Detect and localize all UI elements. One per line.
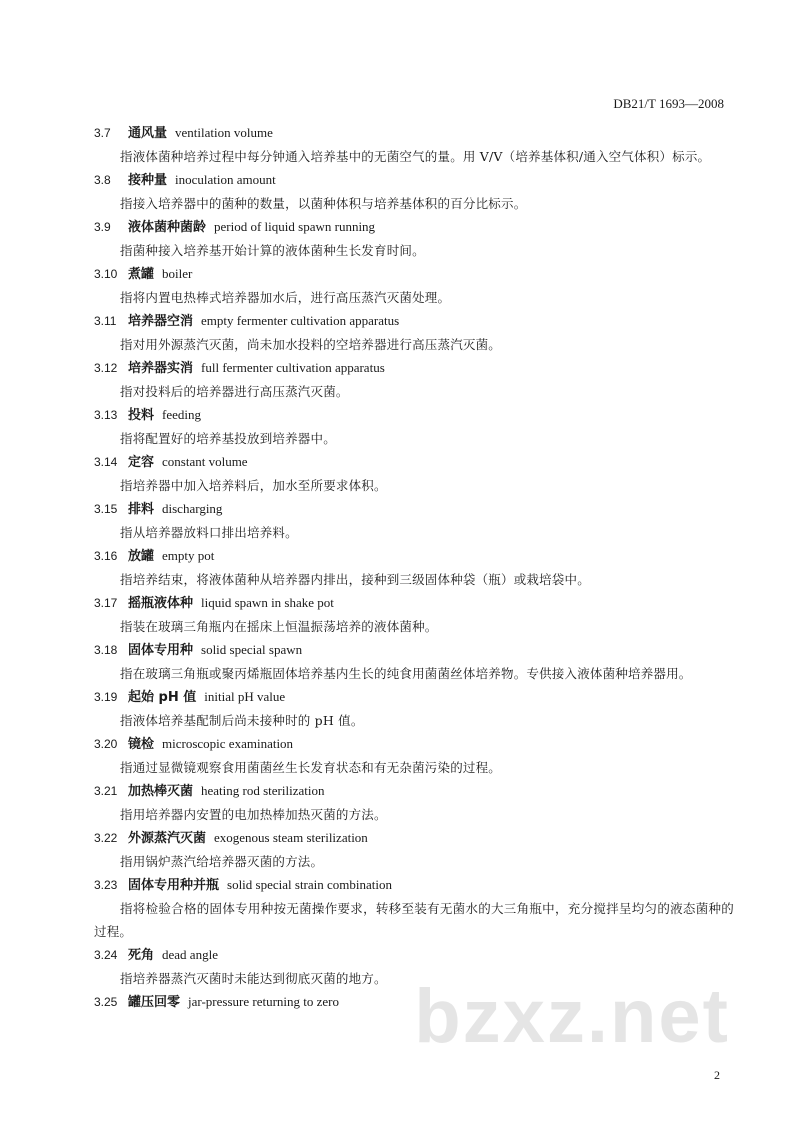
term-english: period of liquid spawn running [214, 219, 376, 234]
watermark: bzxz.net [414, 974, 730, 1059]
term-chinese: 定容 [128, 455, 155, 470]
term-heading [94, 544, 734, 568]
term-definition: 指装在玻璃三角瓶内在摇床上恒温振荡培养的液体菌种。 [120, 619, 438, 634]
term-english: discharging [162, 501, 223, 516]
term-definition: 指将配置好的培养基投放到培养器中。 [120, 431, 336, 446]
term-chinese: 摇瓶液体种 [128, 596, 194, 611]
term-chinese: 外源蒸汽灭菌 [128, 831, 207, 846]
term-definition: 指将内置电热棒式培养器加水后，进行高压蒸汽灭菌处理。 [120, 290, 451, 305]
term-english: ventilation volume [175, 125, 273, 140]
term-chinese: 固体专用种 [128, 643, 194, 658]
term-english: empty pot [162, 548, 215, 563]
term-heading [94, 638, 734, 662]
term-number: 3.16 [94, 549, 118, 563]
term-heading [94, 356, 734, 380]
term-entry [94, 685, 734, 732]
term-entry [94, 873, 734, 943]
term-heading [94, 685, 734, 709]
term-number: 3.19 [94, 690, 118, 704]
term-number: 3.8 [94, 173, 111, 187]
term-number: 3.10 [94, 267, 118, 281]
term-chinese: 固体专用种并瓶 [128, 878, 220, 893]
term-number: 3.24 [94, 948, 118, 962]
term-number: 3.25 [94, 995, 118, 1009]
term-chinese: 排料 [128, 502, 155, 517]
term-chinese: 接种量 [128, 173, 168, 188]
term-chinese: 加热棒灭菌 [128, 784, 194, 799]
term-heading [94, 168, 734, 192]
term-entry [94, 309, 734, 356]
term-definition: 指培养器中加入培养料后，加水至所要求体积。 [120, 478, 387, 493]
term-entry [94, 215, 734, 262]
term-entry [94, 779, 734, 826]
term-chinese: 煮罐 [128, 267, 155, 282]
term-heading [94, 732, 734, 756]
term-heading [94, 779, 734, 803]
term-number: 3.7 [94, 126, 111, 140]
term-english: heating rod sterilization [201, 783, 325, 798]
term-heading [94, 309, 734, 333]
term-definition: 指接入培养器中的菌种的数量，以菌种体积与培养基体积的百分比标示。 [120, 196, 527, 211]
term-entry [94, 262, 734, 309]
term-number: 3.17 [94, 596, 118, 610]
term-entry [94, 591, 734, 638]
term-number: 3.13 [94, 408, 118, 422]
term-definition: 指通过显微镜观察食用菌菌丝生长发育状态和有无杂菌污染的过程。 [120, 760, 502, 775]
term-english: solid special strain combination [227, 877, 393, 892]
term-chinese: 罐压回零 [128, 995, 181, 1010]
term-heading [94, 591, 734, 615]
term-heading [94, 262, 734, 286]
term-chinese: 液体菌种菌龄 [128, 220, 207, 235]
term-chinese: 投料 [128, 408, 155, 423]
term-number: 3.9 [94, 220, 111, 234]
term-english: jar-pressure returning to zero [188, 994, 339, 1009]
term-entry [94, 121, 734, 168]
term-entry [94, 403, 734, 450]
term-english: microscopic examination [162, 736, 294, 751]
term-number: 3.14 [94, 455, 118, 469]
term-chinese: 死角 [128, 948, 155, 963]
document-code: DB21/T 1693—2008 [613, 96, 724, 111]
term-entry [94, 826, 734, 873]
term-english: feeding [162, 407, 201, 422]
term-number: 3.22 [94, 831, 118, 845]
term-number: 3.23 [94, 878, 118, 892]
term-english: boiler [162, 266, 193, 281]
term-chinese: 放罐 [128, 549, 155, 564]
term-chinese: 培养器空消 [128, 314, 194, 329]
term-entry [94, 450, 734, 497]
term-entry [94, 544, 734, 591]
term-english: constant volume [162, 454, 248, 469]
term-entry [94, 732, 734, 779]
term-entry [94, 497, 734, 544]
term-number: 3.20 [94, 737, 118, 751]
term-number: 3.15 [94, 502, 118, 516]
term-english: empty fermenter cultivation apparatus [201, 313, 400, 328]
term-definition: 指培养结束，将液体菌种从培养器内排出，接种到三级固体种袋（瓶）或栽培袋中。 [120, 572, 590, 587]
term-chinese: 培养器实消 [128, 361, 194, 376]
term-number: 3.12 [94, 361, 118, 375]
term-number: 3.21 [94, 784, 118, 798]
term-chinese: 起始 pH 值 [128, 690, 197, 705]
term-english: full fermenter cultivation apparatus [201, 360, 385, 375]
term-english: solid special spawn [201, 642, 303, 657]
term-english: exogenous steam sterilization [214, 830, 368, 845]
term-heading [94, 873, 734, 897]
term-english: initial pH value [204, 689, 286, 704]
term-english: inoculation amount [175, 172, 276, 187]
term-heading [94, 121, 734, 145]
term-definition: 指对用外源蒸汽灭菌，尚未加水投料的空培养器进行高压蒸汽灭菌。 [120, 337, 502, 352]
term-entry [94, 356, 734, 403]
term-definition: 指在玻璃三角瓶或聚丙烯瓶固体培养基内生长的纯食用菌菌丝体培养物。专供接入液体菌种培养器用。 [120, 666, 692, 681]
term-definition: 指用培养器内安置的电加热棒加热灭菌的方法。 [120, 807, 387, 822]
term-definition: 指将检验合格的固体专用种按无菌操作要求，转移至装有无菌水的大三角瓶中，充分搅拌呈均匀的液态菌种的过程。 [94, 901, 734, 939]
term-number: 3.11 [94, 314, 117, 328]
term-entry [94, 638, 734, 685]
term-number: 3.18 [94, 643, 118, 657]
term-heading [94, 450, 734, 474]
terms-list [94, 121, 734, 1014]
term-heading [94, 943, 734, 967]
term-definition: 指培养器蒸汽灭菌时未能达到彻底灭菌的地方。 [120, 971, 387, 986]
term-definition: 指从培养器放料口排出培养料。 [120, 525, 298, 540]
term-chinese: 镜检 [128, 737, 155, 752]
term-heading [94, 403, 734, 427]
term-heading [94, 215, 734, 239]
page-number: 2 [714, 1068, 720, 1082]
term-english: dead angle [162, 947, 218, 962]
term-heading [94, 497, 734, 521]
term-definition: 指液体菌种培养过程中每分钟通入培养基中的无菌空气的量。用 V/V（培养基体积/通入空气体积）标示。 [120, 149, 711, 164]
term-heading [94, 826, 734, 850]
term-english: liquid spawn in shake pot [201, 595, 334, 610]
term-definition: 指对投料后的培养器进行高压蒸汽灭菌。 [120, 384, 349, 399]
term-definition: 指用锅炉蒸汽给培养器灭菌的方法。 [120, 854, 324, 869]
term-definition: 指菌种接入培养基开始计算的液体菌种生长发育时间。 [120, 243, 425, 258]
term-chinese: 通风量 [128, 126, 168, 141]
term-definition: 指液体培养基配制后尚未接种时的 pH 值。 [120, 713, 364, 728]
term-entry [94, 168, 734, 215]
